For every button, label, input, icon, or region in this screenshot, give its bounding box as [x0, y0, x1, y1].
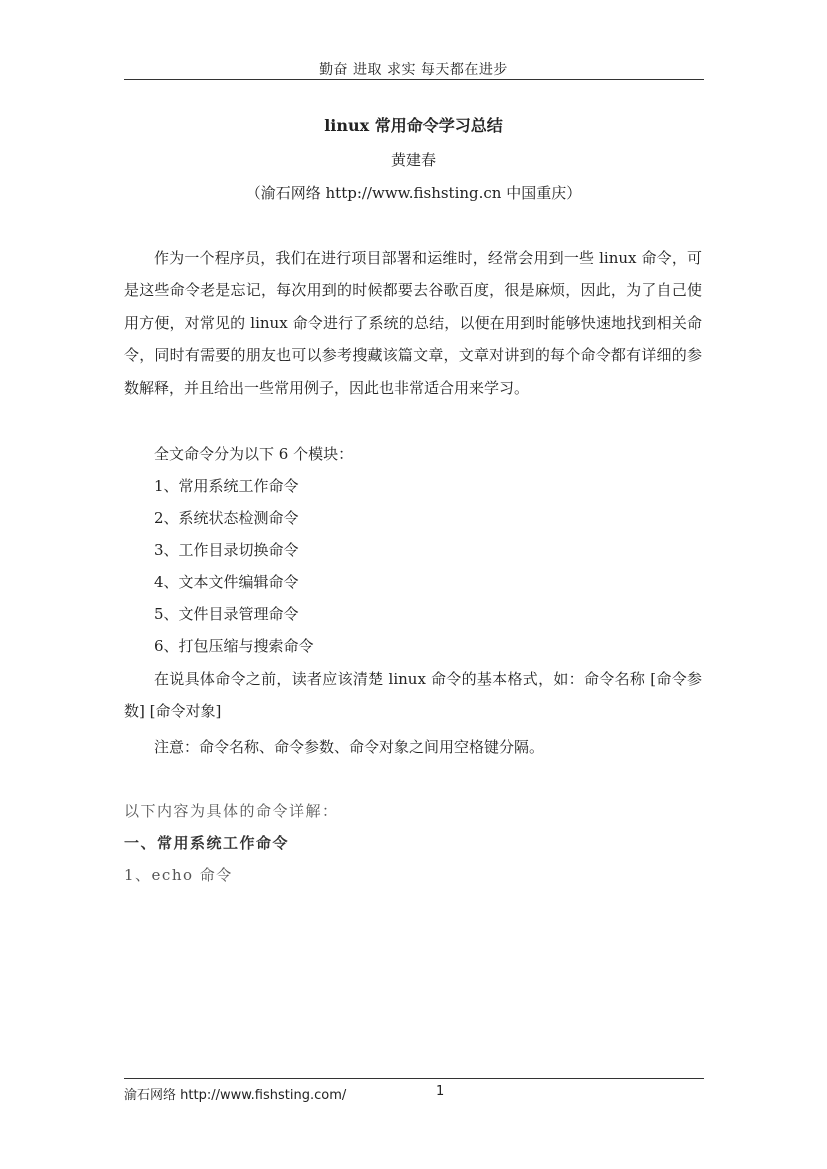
module-item: 3、工作目录切换命令 [154, 541, 299, 559]
module-item: 6、打包压缩与搜索命令 [154, 637, 314, 655]
details-intro: 以下内容为具体的命令详解： [124, 802, 339, 820]
modules-intro: 全文命令分为以下 6 个模块： [154, 445, 354, 463]
header-divider [124, 79, 704, 80]
subsection-heading: 1、echo 命令 [124, 866, 233, 884]
format-paragraph: 在说具体命令之前，读者应该清楚 linux 命令的基本格式，如：命令名称 [命令参数] [命令对象] [124, 670, 702, 720]
page-number: 1 [436, 1084, 445, 1099]
footer-divider [124, 1078, 704, 1079]
module-item: 5、文件目录管理命令 [154, 605, 299, 623]
note-paragraph: 注意：命令名称、命令参数、命令对象之间用空格键分隔。 [154, 738, 545, 756]
document-title: linux 常用命令学习总结 [324, 116, 503, 135]
author-affiliation: （渝石网络 http://www.fishsting.cn 中国重庆） [245, 184, 582, 202]
module-item: 1、常用系统工作命令 [154, 477, 299, 495]
module-item: 2、系统状态检测命令 [154, 509, 299, 527]
footer-site: 渝石网络 http://www.fishsting.com/ [124, 1088, 347, 1103]
author-name: 黄建春 [390, 151, 436, 169]
section-heading: 一、常用系统工作命令 [124, 834, 290, 852]
intro-paragraph: 作为一个程序员，我们在进行项目部署和运维时，经常会用到一些 linux 命令，可是这些命令老是忘记，每次用到的时候都要去谷歌百度，很是麻烦，因此，为了自己使用方便，对常见的 linux 命令进行了系统的总结，以便在用到时能够快速地找到相关命令，同时有需要的朋友也可以参考搜藏该篇文章，文章对讲到的每个命令都有详细的参数解释，并且给出一些常用例子，因此也非常适合用来学习。 [124, 249, 702, 397]
module-item: 4、文本文件编辑命令 [154, 573, 299, 591]
header-motto: 勤奋 进取 求实 每天都在进步 [319, 62, 508, 78]
